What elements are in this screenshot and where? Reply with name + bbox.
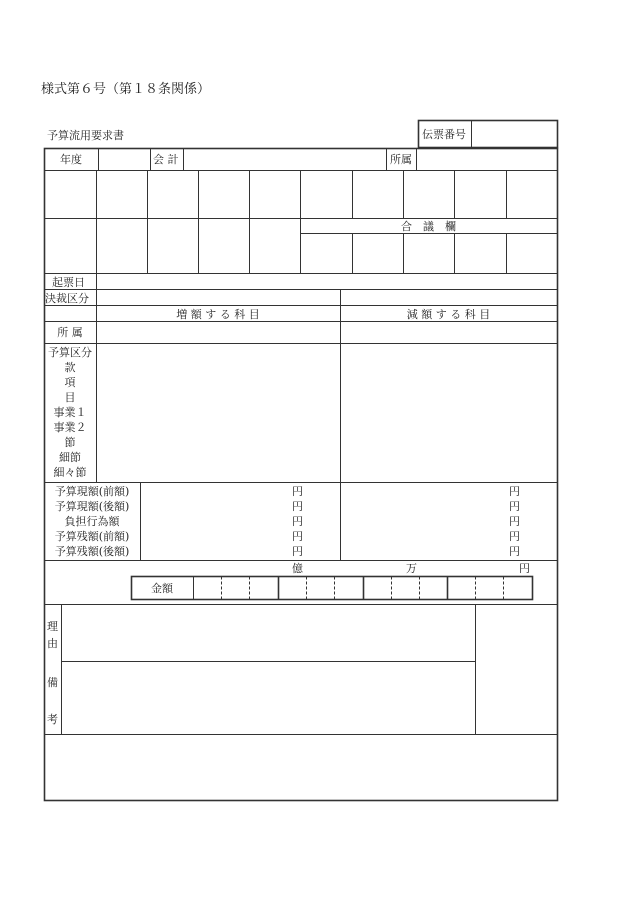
yen-unit: 円 — [292, 515, 303, 528]
budget-item: 事業２ — [53, 421, 87, 434]
remarks-label: 備 — [47, 676, 58, 689]
increase-subject-label: 増 額 す る 科 目 — [176, 308, 260, 321]
yen-unit: 円 — [292, 545, 303, 558]
form-heading: 様式第６号（第１８条関係） — [41, 82, 211, 97]
yen-unit: 円 — [509, 545, 520, 558]
department-label: 所属 — [390, 153, 412, 166]
yen-unit: 円 — [292, 500, 303, 513]
account-label: 会 計 — [153, 153, 179, 166]
budget-item: 項 — [64, 376, 76, 389]
department-row-label: 所 属 — [57, 326, 83, 339]
reason-label: 理 — [47, 620, 58, 633]
budget-item: 節 — [64, 436, 76, 449]
amount-row-label: 予算現額(前額) — [54, 485, 130, 498]
yen-unit: 円 — [509, 515, 520, 528]
budget-item: 目 — [64, 391, 76, 404]
amount-row-label: 予算残額(後額) — [54, 545, 130, 558]
year-label: 年度 — [60, 153, 82, 166]
yen-unit: 円 — [292, 530, 303, 543]
amount-row-label: 予算残額(前額) — [54, 530, 130, 543]
budget-item: 細節 — [59, 451, 81, 464]
amount-row-label: 負担行為額 — [64, 515, 120, 528]
unit-oku: 億 — [292, 562, 303, 575]
yen-unit: 円 — [292, 485, 303, 498]
slip-number-label: 伝票番号 — [422, 128, 466, 141]
budget-item: 事業１ — [53, 406, 87, 419]
consultation-label: 合 議 欄 — [401, 220, 456, 233]
yen-unit: 円 — [509, 485, 520, 498]
yen-unit: 円 — [509, 530, 520, 543]
reason-label: 由 — [47, 637, 58, 650]
amount-label: 金額 — [151, 582, 173, 595]
draft-date-label: 起票日 — [52, 276, 85, 289]
decrease-subject-label: 減 額 す る 科 目 — [406, 308, 491, 321]
unit-en: 円 — [519, 562, 530, 575]
budget-item: 款 — [64, 361, 76, 374]
amount-row-label: 予算現額(後額) — [54, 500, 130, 513]
budget-item: 細々節 — [53, 466, 87, 479]
form-title: 予算流用要求書 — [47, 129, 124, 142]
unit-man: 万 — [406, 562, 417, 575]
remarks-label: 考 — [47, 713, 58, 726]
budget-item: 予算区分 — [48, 346, 92, 359]
decision-category-label: 決裁区分 — [45, 292, 89, 305]
yen-unit: 円 — [509, 500, 520, 513]
